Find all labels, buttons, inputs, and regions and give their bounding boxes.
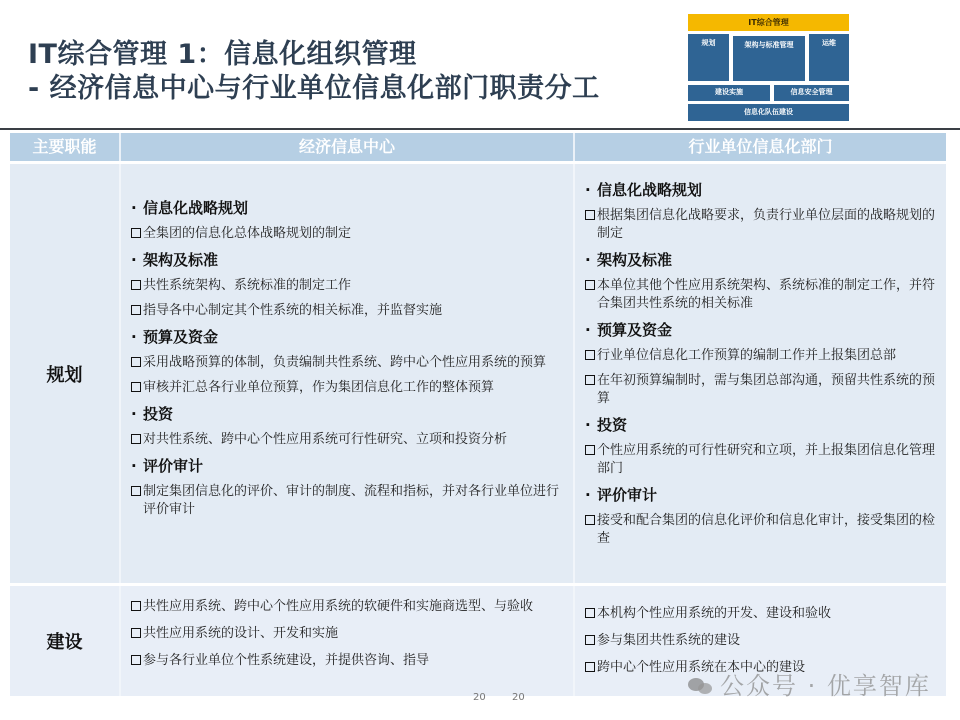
group-title: · 信息化战略规划 [585, 181, 703, 199]
checkbox-icon [585, 515, 595, 525]
diagram-box-team: 信息化队伍建设 [688, 104, 849, 121]
checkbox-icon [131, 382, 141, 392]
list-item: 对共性系统、跨中心个性应用系统可行性研究、立项和投资分析 [131, 431, 565, 449]
list-item: 审核并汇总各行业单位预算，作为集团信息化工作的整体预算 [131, 379, 565, 397]
responsibility-table [10, 133, 946, 696]
group-title: · 信息化战略规划 [131, 199, 249, 217]
list-item: 根据集团信息化战略要求，负责行业单位层面的战略规划的制定 [585, 207, 938, 243]
list-item: 在年初预算编制时，需与集团总部沟通，预留共性系统的预算 [585, 372, 938, 408]
title-line-1: IT综合管理 1：信息化组织管理 [28, 39, 417, 70]
row-label-planning: 规划 [46, 364, 83, 386]
planning-dept-cell [573, 164, 946, 583]
it-management-diagram [688, 14, 849, 121]
list-item: 个性应用系统的可行性研究和立项，并上报集团信息化管理部门 [585, 442, 938, 478]
checkbox-icon [131, 486, 141, 496]
header-industry-dept: 行业单位信息化部门 [573, 133, 946, 161]
watermark [688, 666, 931, 701]
checkbox-icon [585, 635, 595, 645]
checkbox-icon [585, 608, 595, 618]
header-divider [0, 128, 960, 130]
checkbox-icon [585, 662, 595, 672]
checkbox-icon [131, 228, 141, 238]
header-main-function: 主要职能 [32, 137, 97, 156]
group-title: · 投资 [585, 416, 628, 434]
construction-center-cell [119, 586, 573, 696]
group-title: · 架构及标准 [131, 251, 219, 269]
list-item: 全集团的信息化总体战略规划的制定 [131, 225, 565, 243]
checkbox-icon [131, 628, 141, 638]
diagram-box-operations: 运维 [809, 34, 849, 81]
group-title: · 投资 [131, 405, 174, 423]
planning-center-cell [119, 164, 573, 583]
list-item: 共性系统架构、系统标准的制定工作 [131, 277, 565, 295]
group-title: · 架构及标准 [585, 251, 673, 269]
group-title: · 预算及资金 [131, 328, 219, 346]
checkbox-icon [131, 655, 141, 665]
group-title: · 评价审计 [131, 457, 204, 475]
list-item: 参与集团共性系统的建设 [585, 632, 938, 650]
list-item: 本机构个性应用系统的开发、建设和验收 [585, 605, 938, 623]
list-item: 共性应用系统的设计、开发和实施 [131, 625, 565, 643]
list-item: 参与各行业单位个性系统建设，并提供咨询、指导 [131, 652, 565, 670]
diagram-box-planning: 规划 [688, 34, 729, 81]
checkbox-icon [585, 445, 595, 455]
checkbox-icon [131, 305, 141, 315]
checkbox-icon [585, 280, 595, 290]
diagram-top-it-management: IT综合管理 [688, 14, 849, 31]
list-item: 制定集团信息化的评价、审计的制度、流程和指标，并对各行业单位进行评价审计 [131, 483, 565, 519]
wechat-icon [688, 676, 714, 696]
header-economic-info-center: 经济信息中心 [119, 133, 573, 161]
diagram-box-implementation: 建设实施 [688, 85, 770, 101]
page-number: 20 [473, 692, 486, 703]
checkbox-icon [131, 357, 141, 367]
table-row-planning [10, 164, 946, 583]
page-number-total: 20 [512, 692, 525, 703]
checkbox-icon [585, 210, 595, 220]
checkbox-icon [131, 601, 141, 611]
diagram-box-security: 信息安全管理 [774, 85, 849, 101]
checkbox-icon [585, 375, 595, 385]
list-item: 行业单位信息化工作预算的编制工作并上报集团总部 [585, 347, 938, 365]
list-item: 采用战略预算的体制，负责编制共性系统、跨中心个性应用系统的预算 [131, 354, 565, 372]
list-item: 跨中心个性应用系统在本中心的建设 [585, 659, 938, 677]
title-line-2: - 经济信息中心与行业单位信息化部门职责分工 [28, 73, 600, 104]
group-title: · 评价审计 [585, 486, 658, 504]
list-item: 接受和配合集团的信息化评价和信息化审计，接受集团的检查 [585, 512, 938, 548]
diagram-box-architecture: 架构与标准管理 [733, 36, 805, 81]
checkbox-icon [131, 280, 141, 290]
list-item: 指导各中心制定其个性系统的相关标准，并监督实施 [131, 302, 565, 320]
list-item: 共性应用系统、跨中心个性应用系统的软硬件和实施商选型、与验收 [131, 598, 565, 616]
group-title: · 预算及资金 [585, 321, 673, 339]
checkbox-icon [131, 434, 141, 444]
row-label-construction: 建设 [46, 632, 83, 653]
table-header [10, 133, 946, 161]
checkbox-icon [585, 350, 595, 360]
watermark-text: 公众号 · 优享智库 [720, 672, 931, 700]
page-title [28, 38, 600, 106]
list-item: 本单位其他个性应用系统架构、系统标准的制定工作，并符合集团共性系统的相关标准 [585, 277, 938, 313]
